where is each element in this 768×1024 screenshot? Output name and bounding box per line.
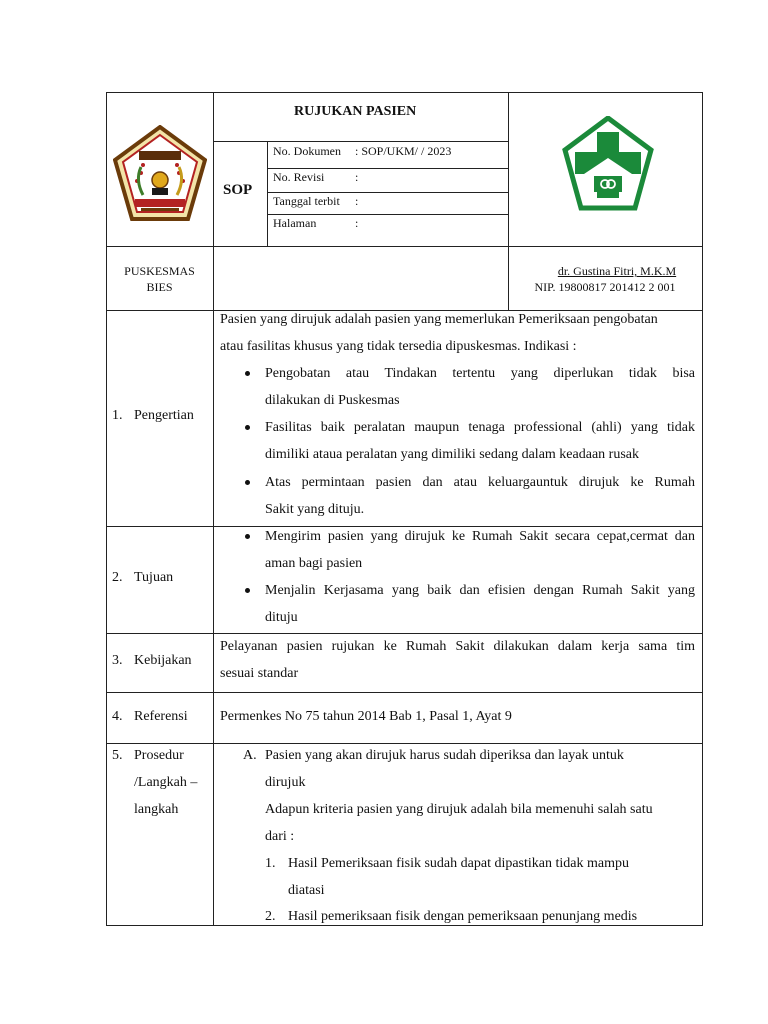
tujuan-bullet-2-cont: dituju bbox=[265, 610, 298, 625]
meta-tanggal-terbit bbox=[273, 194, 358, 209]
prosedur-item-1-cont: diatasi bbox=[288, 883, 325, 898]
tujuan-bullet-2: Menjalin Kerjasama yang baik dan efisien dengan Rumah Sakit yang bbox=[265, 583, 695, 598]
pengertian-bullet-1: Pengobatan atau Tindakan tertentu yang diperlukan tidak bisa bbox=[265, 366, 695, 381]
section-label-prosedur: langkah bbox=[134, 802, 179, 817]
signer bbox=[509, 263, 701, 295]
pengertian-bullet-3: Atas permintaan pasien dan atau keluargauntuk dirujuk ke Rumah bbox=[265, 475, 695, 490]
prosedur-a-text: Adapun kriteria pasien yang dirujuk adalah bila memenuhi salah satu bbox=[265, 802, 653, 817]
meta-value: : bbox=[355, 216, 359, 230]
pengertian-intro: Pasien yang dirujuk adalah pasien yang memerlukan Pemeriksaan pengobatan bbox=[220, 312, 658, 327]
prosedur-a-text: dirujuk bbox=[265, 775, 306, 790]
list-marker: 1. bbox=[265, 856, 276, 871]
bullet-icon bbox=[245, 480, 250, 485]
meta-no-revisi bbox=[273, 170, 358, 185]
bullet-icon bbox=[245, 371, 250, 376]
divider bbox=[106, 692, 703, 693]
list-marker: 2. bbox=[265, 909, 276, 924]
meta-key: No. Revisi bbox=[273, 170, 325, 184]
prosedur-a-text: Pasien yang akan dirujuk harus sudah diperiksa dan layak untuk bbox=[265, 748, 624, 763]
regency-emblem-icon bbox=[113, 125, 207, 223]
tujuan-bullet-1-cont: aman bagi pasien bbox=[265, 556, 363, 571]
pengertian-bullet-1-cont: dilakukan di Puskesmas bbox=[265, 393, 400, 408]
kebijakan-text-cont: sesuai standar bbox=[220, 666, 299, 681]
section-number: 5. bbox=[112, 748, 123, 763]
section-number: 4. bbox=[112, 709, 123, 724]
section-label-kebijakan: Kebijakan bbox=[134, 653, 192, 668]
tujuan-bullet-1: Mengirim pasien yang dirujuk ke Rumah Sakit secara cepat,cermat dan bbox=[265, 529, 695, 544]
bullet-icon bbox=[245, 588, 250, 593]
divider bbox=[213, 141, 508, 142]
sop-label: SOP bbox=[223, 182, 253, 198]
pengertian-bullet-2-cont: dimiliki ataua peralatan yang dimiliki sedang dalam keadaan rusak bbox=[265, 447, 639, 462]
page-title: RUJUKAN PASIEN bbox=[294, 104, 417, 119]
prosedur-item-1: Hasil Pemeriksaan fisik sudah dapat dipastikan tidak mampu bbox=[288, 856, 629, 871]
meta-key: No. Dokumen bbox=[273, 144, 341, 158]
meta-halaman bbox=[273, 216, 358, 231]
prosedur-a-text: dari : bbox=[265, 829, 295, 844]
prosedur-item-2: Hasil pemeriksaan fisik dengan pemeriksaan penunjang medis bbox=[288, 909, 638, 924]
signer-nip: NIP. 19800817 201412 2 001 bbox=[534, 280, 676, 294]
divider bbox=[213, 92, 214, 926]
meta-no-dokumen bbox=[273, 144, 451, 159]
section-number: 3. bbox=[112, 653, 123, 668]
section-label-tujuan: Tujuan bbox=[134, 570, 174, 585]
pengertian-bullet-3-cont: Sakit yang dituju. bbox=[265, 502, 365, 517]
section-label-referensi: Referensi bbox=[134, 709, 188, 724]
org-line-1: PUSKESMAS bbox=[124, 264, 195, 278]
puskesmas-logo-icon bbox=[561, 116, 655, 216]
org-name bbox=[106, 263, 213, 295]
meta-value: : bbox=[355, 194, 359, 208]
referensi-text: Permenkes No 75 tahun 2014 Bab 1, Pasal 1, Ayat 9 bbox=[220, 709, 512, 724]
section-number: 1. bbox=[112, 408, 123, 423]
bullet-icon bbox=[245, 425, 250, 430]
section-label-prosedur: Prosedur bbox=[134, 748, 184, 763]
divider bbox=[267, 141, 268, 246]
meta-value: : bbox=[355, 170, 359, 184]
meta-value: : SOP/UKM/ / 2023 bbox=[355, 144, 452, 158]
pengertian-intro: atau fasilitas khusus yang tidak tersedia dipuskesmas. Indikasi : bbox=[220, 339, 577, 354]
section-label-pengertian: Pengertian bbox=[134, 408, 194, 423]
meta-key: Halaman bbox=[273, 216, 317, 230]
signer-name: dr. Gustina Fitri, M.K.M bbox=[557, 264, 677, 278]
divider bbox=[267, 214, 508, 215]
list-marker: A. bbox=[243, 748, 257, 763]
section-number: 2. bbox=[112, 570, 123, 585]
meta-key: Tanggal terbit bbox=[273, 194, 340, 208]
pengertian-bullet-2: Fasilitas baik peralatan maupun tenaga professional (ahli) yang tidak bbox=[265, 420, 695, 435]
section-label-prosedur: /Langkah – bbox=[134, 775, 198, 790]
bullet-icon bbox=[245, 534, 250, 539]
divider bbox=[267, 168, 508, 169]
divider bbox=[267, 192, 508, 193]
kebijakan-text: Pelayanan pasien rujukan ke Rumah Sakit dilakukan dalam kerja sama tim bbox=[220, 639, 695, 654]
divider bbox=[106, 246, 703, 247]
org-line-2: BIES bbox=[146, 280, 173, 294]
